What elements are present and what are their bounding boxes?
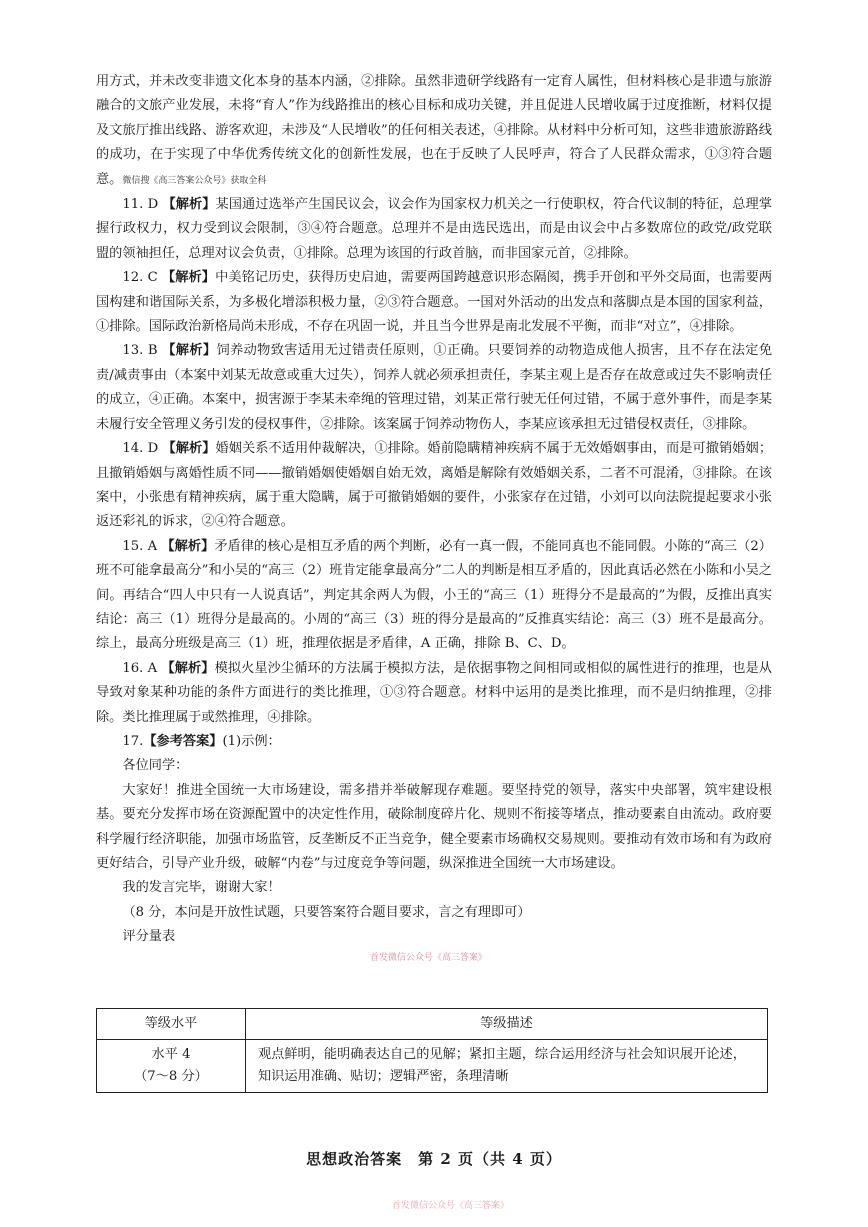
rubric-header-desc: 等级描述	[246, 1009, 768, 1040]
rubric-header-row	[97, 1009, 768, 1040]
page-footer: 思想政治答案 第 2 页（共 4 页）	[306, 1150, 562, 1168]
answer-content	[96, 70, 772, 950]
inline-watermark: 微信搜《高三答案公众号》获取全科	[122, 175, 267, 186]
rubric-table	[96, 1008, 768, 1093]
speech-closing: 我的发言完毕，谢谢大家！	[122, 880, 281, 896]
speech-greeting: 各位同学：	[122, 758, 189, 774]
answer-15: 15. A 【解析】矛盾律的核心是相互矛盾的两个判断，必有一真一假，不能同真也不能同假。小陈的“高三（2）班不可能拿最高分”和小吴的“高三（2）班肯定能拿最高分”二人的判断是相互矛盾的，因此真话必然在小陈和小吴之间。再结合“四人中只有一人说真话”，判定其余两人为假，小王的“高三（1）班得分不是最高的”为假，反推出真实结论：高三（1）班得分是最高的。小周的“高三（3）班的得分是最高的”反推真实结论：高三（3）班不是最高分。综上，最高分班级是高三（1）班，推理依据是矛盾律，A 正确，排除 B、C、D。	[96, 538, 772, 652]
rubric-title: 评分量表	[122, 929, 176, 945]
rubric-header-level: 等级水平	[97, 1009, 246, 1040]
scoring-note: （8 分，本问是开放性试题，只要答案符合题目要求，言之有理即可）	[122, 904, 531, 920]
rubric-level: 水平 4	[151, 1047, 191, 1062]
rubric-desc: 观点鲜明，能明确表达自己的见解；紧扣主题，综合运用经济与社会知识展开论述，知识运用准确、贴切；逻辑严密，条理清晰	[246, 1040, 768, 1093]
rubric-range: （7～8 分）	[134, 1069, 208, 1084]
rubric-level-cell	[97, 1040, 246, 1093]
answer-11: 11. D 【解析】某国通过选举产生国民议会，议会作为国家权力机关之一行使职权，符合代议制的特征，总理掌握行政权力，权力受到议会限制，③④符合题意。总理并不是由选民选出，而是由议会中占多数席位的政党/政党联盟的领袖担任，总理对议会负责，①排除。总理为该国的行政首脑，而非国家元首，②排除。	[96, 197, 772, 261]
speech-body: 大家好！推进全国统一大市场建设，需多措并举破解现存难题。要坚持党的领导，落实中央部署，筑牢建设根基。要充分发挥市场在资源配置中的决定性作用，破除制度碎片化、规则不衔接等堵点，推动要素自由流动。政府要科学履行经济职能，加强市场监管，反垄断反不正当竞争，健全要素市场确权交易规则。要推动有效市场和有为政府更好结合，引导产业升级，破解“内卷”与过度竞争等问题，纵深推进全国统一大市场建设。	[96, 782, 772, 871]
paragraph-continued: 用方式，并未改变非遗文化本身的基本内涵，②排除。虽然非遗研学线路有一定育人属性，但材料核心是非遗与旅游融合的文旅产业发展，未将“育人”作为线路推出的核心目标和成功关键，并且促进人民增收属于过度推断，材料仅提及文旅厅推出线路、游客欢迎，未涉及“人民增收”的任何相关表述，④排除。从材料中分析可知，这些非遗旅游路线的成功，在于实现了中华优秀传统文化的创新性发展，也在于反映了人民呼声，符合了人民群众需求，①③符合题意。微信搜《高三答案公众号》获取全科	[96, 74, 772, 187]
answer-14: 14. D 【解析】婚姻关系不适用仲裁解决，①排除。婚前隐瞒精神疾病不属于无效婚姻事由，而是可撤销婚姻；且撤销婚姻与离婚性质不同——撤销婚姻使婚姻自始无效，离婚是解除有效婚姻关系，二者不可混淆，③排除。在该案中，小张患有精神疾病，属于重大隐瞒，属于可撤销婚姻的要件，小张家存在过错，小刘可以向法院提起要求小张返还彩礼的诉求，②④符合题意。	[96, 441, 772, 530]
answer-12: 12. C 【解析】中美铭记历史，获得历史启迪，需要两国跨越意识形态隔阂，携手开创和平外交局面，也需要两国构建和谐国际关系，为多极化增添积极力量，②③符合题意。一国对外活动的出发点和落脚点是本国的国家利益，①排除。国际政治新格局尚未形成，不存在巩固一说，并且当今世界是南北发展不平衡，而非“对立”，④排除。	[96, 270, 773, 335]
answer-13: 13. B 【解析】饲养动物致害适用无过错责任原则，①正确。只要饲养的动物造成他人损害，且不存在法定免责/减责事由（本案中刘某无故意或重大过失），饲养人就必须承担责任，李某主观上是否存在故意或过失不影响责任的成立，④正确。本案中，损害源于李某未牵绳的管理过错，刘某正常行驶无任何过错，不属于意外事件，而是李某未履行安全管理义务引发的侵权事件，②排除。该案属于饲养动物伤人，李某应该承担无过错侵权责任，③排除。	[96, 343, 773, 432]
red-watermark: 首发微信公众号《高三答案》	[370, 953, 488, 963]
footer-watermark: 首发微信公众号《高三答案》	[392, 1201, 510, 1211]
answer-17-header: 17.【参考答案】(1)示例：	[122, 733, 281, 749]
answer-16: 16. A 【解析】模拟火星沙尘循环的方法属于模拟方法，是依据事物之间相同或相似的属性进行的推理，也是从导致对象某种功能的条件方面进行的类比推理，①③符合题意。材料中运用的是类比推理，而不是归纳推理，②排除。类比推理属于或然推理，④排除。	[96, 660, 772, 725]
rubric-row	[97, 1040, 768, 1093]
